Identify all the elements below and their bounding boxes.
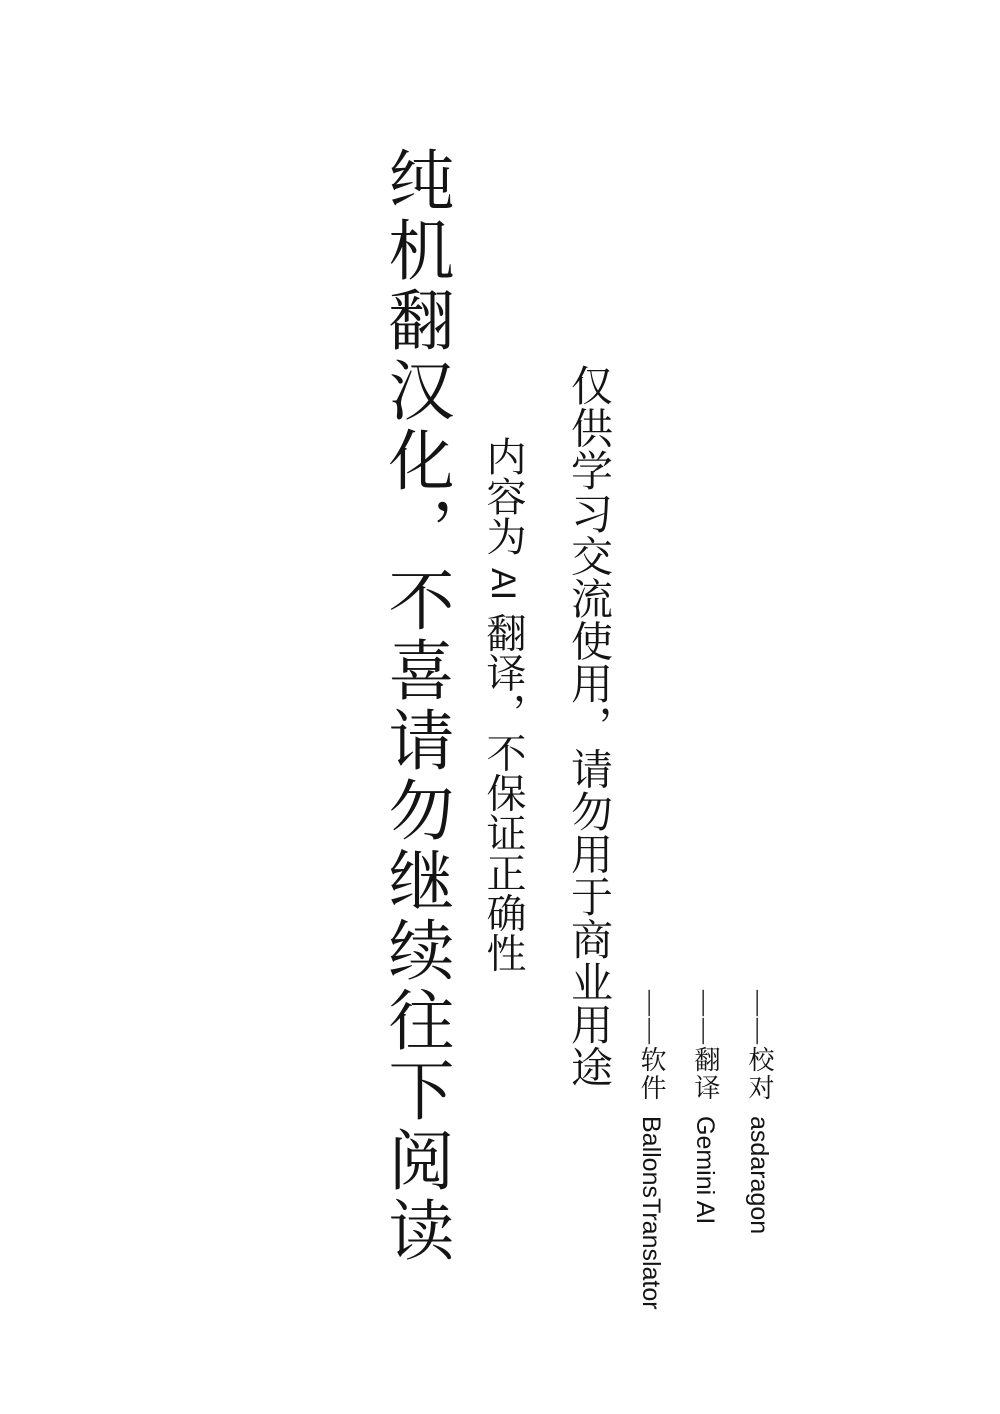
- accuracy-notice-part2: 翻译，不保证正确性: [481, 612, 526, 973]
- credit-translator-name: Gemini AI: [691, 1116, 719, 1225]
- credit-proofreader: [732, 990, 786, 1310]
- accuracy-notice-part1: 内容为: [481, 436, 526, 556]
- credit-translator-label: ——翻译: [691, 990, 720, 1102]
- credit-software: [624, 990, 678, 1310]
- usage-notice-text: 仅供学习交流使用，请勿用于商业用途: [565, 364, 611, 1089]
- credit-software-label: ——软件: [637, 990, 666, 1102]
- main-warning-text: 纯机翻汉化，不喜请勿继续往下阅读: [378, 146, 451, 1266]
- credit-proofreader-name: asdaragon: [745, 1116, 773, 1235]
- credits-block: [624, 990, 786, 1310]
- ai-label: AI: [484, 568, 522, 601]
- credit-software-name: BallonsTranslator: [637, 1116, 665, 1310]
- credit-translator: [678, 990, 732, 1310]
- credit-proofreader-label: ——校对: [745, 990, 774, 1102]
- accuracy-notice-text: [481, 436, 526, 973]
